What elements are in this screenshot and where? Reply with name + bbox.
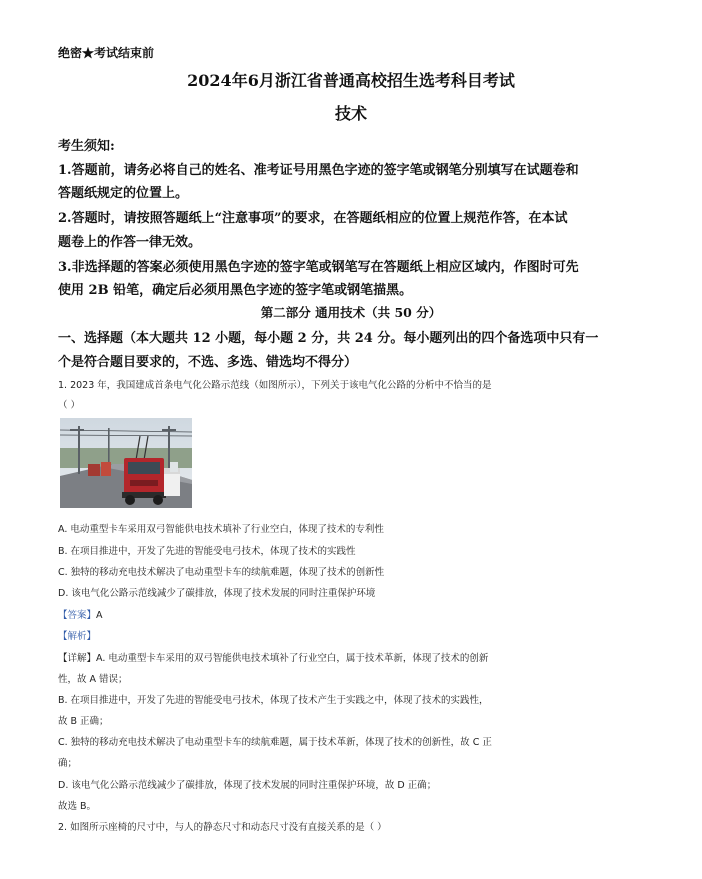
section-heading: 个是符合题目要求的，不选、多选、错选均不得分）: [58, 355, 358, 370]
question-1-bracket: （ ）: [58, 400, 81, 411]
explanation-text: A. 电动重型卡车采用的双弓智能供电技术填补了行业空白，属于技术革新，体现了技术的创新: [96, 653, 489, 664]
answer-value: A: [96, 610, 103, 621]
detail-tag: 【详解】: [58, 653, 97, 664]
truck-illustration: [60, 418, 192, 508]
confidential-label: 绝密★考试结束前: [58, 46, 155, 60]
notice-heading: 考生须知:: [58, 139, 115, 154]
analysis-tag: 【解析】: [58, 631, 97, 642]
electrified-highway-photo: [60, 418, 192, 508]
exam-title: 2024年6月浙江省普通高校招生选考科目考试: [187, 71, 515, 90]
question-1-option-b: B. 在项目推进中，开发了先进的智能受电弓技术，体现了技术的实践性: [58, 546, 356, 557]
question-1-stem: 1. 2023 年，我国建成首条电气化公路示范线（如图所示），下列关于该电气化公路的分析中不恰当的是: [58, 380, 492, 391]
question-1-option-c: C. 独特的移动充电技术解决了电动重型卡车的续航难题，体现了技术的创新性: [58, 567, 385, 578]
explanation-line: B. 在项目推进中，开发了先进的智能受电弓技术，体现了技术产生于实践之中，体现了技术的实践性，: [58, 695, 489, 706]
explanation-line: [58, 650, 488, 664]
notice-line: 答题纸规定的位置上。: [58, 186, 189, 201]
answer-line: [58, 607, 103, 621]
explanation-line: C. 独特的移动充电技术解决了电动重型卡车的续航难题，属于技术革新，体现了技术的创新性，故 C 正: [58, 737, 492, 748]
notice-line: 使用 2B 铅笔，确定后必须用黑色字迹的签字笔或钢笔描黑。: [58, 283, 413, 298]
explanation-line: 确；: [58, 758, 78, 769]
section-heading: 一、选择题（本大题共 12 小题，每小题 2 分，共 24 分。每小题列出的四个备选项中只有一: [58, 331, 599, 346]
subject-title: 技术: [334, 104, 367, 123]
notice-line: 1.答题前，请务必将自己的姓名、准考证号用黑色字迹的签字笔或钢笔分别填写在试题卷和: [58, 163, 579, 178]
notice-line: 2.答题时，请按照答题纸上“注意事项”的要求，在答题纸相应的位置上规范作答，在本试: [58, 211, 568, 226]
question-1-option-d: D. 该电气化公路示范线减少了碳排放，体现了技术发展的同时注重保护环境: [58, 588, 376, 599]
explanation-line: 性，故 A 错误；: [58, 674, 128, 685]
notice-line: 3.非选择题的答案必须使用黑色字迹的签字笔或钢笔写在答题纸上相应区域内，作图时可先: [58, 260, 579, 275]
question-2-stem: 2. 如图所示座椅的尺寸中，与人的静态尺寸和动态尺寸没有直接关系的是（ ）: [58, 822, 387, 833]
explanation-line: D. 该电气化公路示范线减少了碳排放，体现了技术发展的同时注重保护环境，故 D 正确；: [58, 780, 437, 791]
question-1-option-a: A. 电动重型卡车采用双弓智能供电技术填补了行业空白，体现了技术的专利性: [58, 524, 384, 535]
notice-line: 题卷上的作答一律无效。: [58, 235, 202, 250]
answer-tag: 【答案】: [58, 610, 97, 621]
explanation-line: 故选 B。: [58, 801, 97, 812]
part-title: 第二部分 通用技术（共 50 分）: [260, 305, 442, 320]
explanation-line: 故 B 正确；: [58, 716, 109, 727]
